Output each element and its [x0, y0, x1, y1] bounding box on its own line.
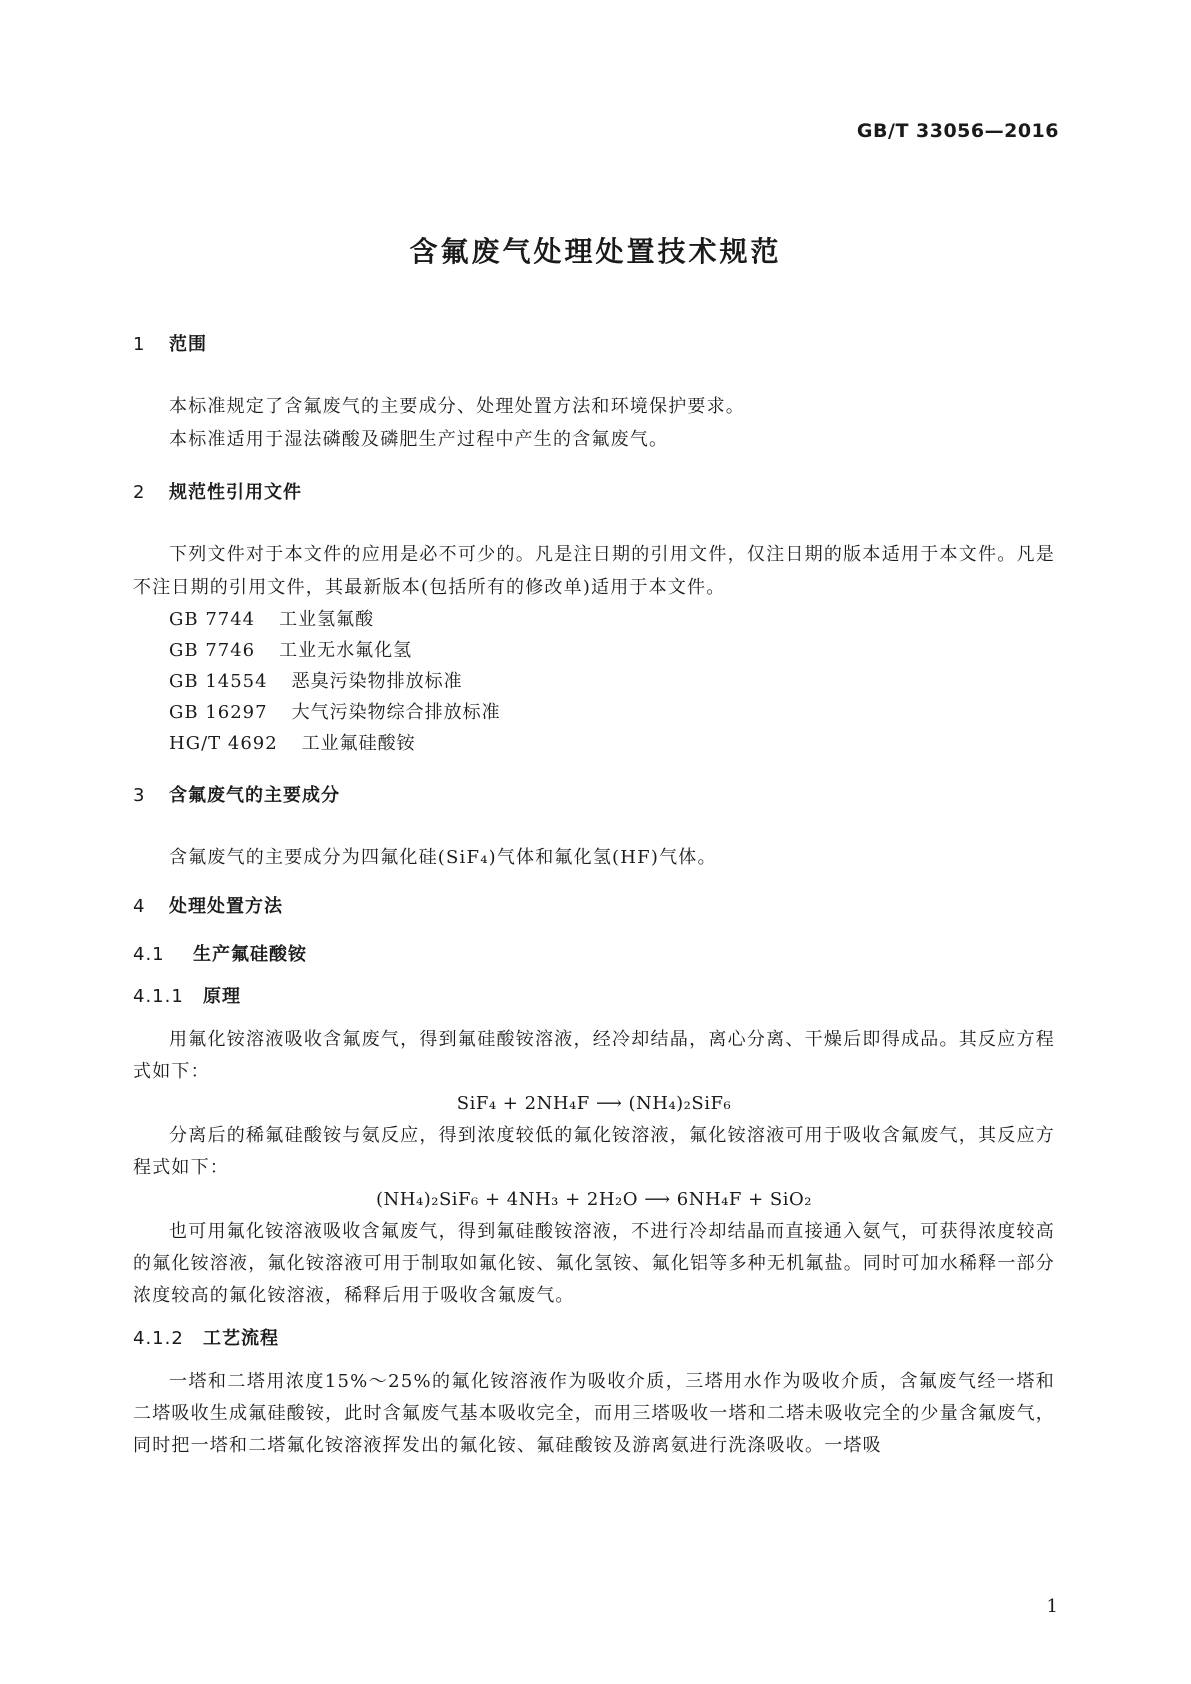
paragraph: 本标准规定了含氟废气的主要成分、处理处置方法和环境保护要求。: [169, 396, 745, 417]
section-number: 4: [133, 896, 146, 917]
normative-reference: [133, 635, 1055, 666]
reference-name: 恶臭污染物排放标准: [291, 671, 463, 692]
reference-code: GB 7746: [169, 640, 256, 661]
reference-code: GB 14554: [169, 671, 268, 692]
paragraph: 用氟化铵溶液吸收含氟废气，得到氟硅酸铵溶液，经冷却结晶，离心分离、干燥后即得成品。其反应方程式如下：: [133, 1029, 1055, 1082]
subsection-4-1-heading: [133, 940, 1055, 970]
reference-code: GB 7744: [169, 609, 256, 630]
section-1-heading: [133, 330, 1055, 360]
normative-reference: [133, 697, 1055, 728]
section-title: 处理处置方法: [169, 896, 283, 917]
section-title: 范围: [169, 334, 207, 355]
subsection-number: 4.1.1: [133, 986, 184, 1007]
paragraph: 下列文件对于本文件的应用是必不可少的。凡是注日期的引用文件，仅注日期的版本适用于本文件。凡是不注日期的引用文件，其最新版本(包括所有的修改单)适用于本文件。: [133, 544, 1055, 598]
reaction-equation: SiF₄ + 2NH₄F ⟶ (NH₄)₂SiF₆: [456, 1093, 732, 1114]
subsection-title: 原理: [203, 986, 241, 1007]
reaction-equation: (NH₄)₂SiF₆ + 4NH₃ + 2H₂O ⟶ 6NH₄F + SiO₂: [376, 1189, 812, 1210]
paragraph: 分离后的稀氟硅酸铵与氨反应，得到浓度较低的氟化铵溶液，氟化铵溶液可用于吸收含氟废气，其反应方程式如下：: [133, 1125, 1055, 1178]
subsection-number: 4.1.2: [133, 1328, 184, 1349]
section-number: 2: [133, 482, 146, 503]
paragraph: 一塔和二塔用浓度15%～25%的氟化铵溶液作为吸收介质，三塔用水作为吸收介质，含氟废气经一塔和二塔吸收生成氟硅酸铵，此时含氟废气基本吸收完全，而用三塔吸收一塔和二塔未吸收完全的少量含氟废气，同时把一塔和二塔氟化铵溶液挥发出的氟化铵、氟硅酸铵及游离氨进行洗涤吸收。一塔吸: [133, 1371, 1055, 1456]
reference-code: GB 16297: [169, 702, 268, 723]
subsection-4-1-2-heading: [133, 1324, 1055, 1354]
document-body: [133, 330, 1055, 1462]
section-2-heading: [133, 478, 1055, 508]
reference-name: 工业氟硅酸铵: [301, 733, 416, 754]
section-title: 规范性引用文件: [169, 482, 302, 503]
subsection-title: 工艺流程: [203, 1328, 279, 1349]
section-4-heading: [133, 892, 1055, 922]
reference-name: 工业氢氟酸: [279, 609, 375, 630]
section-number: 1: [133, 334, 146, 355]
paragraph: 含氟废气的主要成分为四氟化硅(SiF₄)气体和氟化氢(HF)气体。: [169, 847, 717, 868]
subsection-number: 4.1: [133, 944, 165, 965]
page-number: 1: [1046, 1596, 1058, 1617]
document-title: 含氟废气处理处置技术规范: [409, 235, 782, 268]
subsection-4-1-1-heading: [133, 982, 1055, 1012]
paragraph: 本标准适用于湿法磷酸及磷肥生产过程中产生的含氟废气。: [169, 429, 669, 450]
normative-reference: [133, 728, 1055, 759]
subsection-title: 生产氟硅酸铵: [193, 944, 307, 965]
reference-name: 大气污染物综合排放标准: [291, 702, 501, 723]
reference-name: 工业无水氟化氢: [279, 640, 413, 661]
normative-reference: [133, 666, 1055, 697]
normative-reference: [133, 604, 1055, 635]
reference-code: HG/T 4692: [169, 733, 278, 754]
standard-number: GB/T 33056—2016: [856, 120, 1059, 142]
paragraph: 也可用氟化铵溶液吸收含氟废气，得到氟硅酸铵溶液，不进行冷却结晶而直接通入氨气，可获得浓度较高的氟化铵溶液，氟化铵溶液可用于制取如氟化铵、氟化氢铵、氟化铝等多种无机氟盐。同时可加水稀释一部分浓度较高的氟化铵溶液，稀释后用于吸收含氟废气。: [133, 1221, 1055, 1306]
section-number: 3: [133, 785, 146, 806]
section-3-heading: [133, 781, 1055, 811]
section-title: 含氟废气的主要成分: [169, 785, 340, 806]
